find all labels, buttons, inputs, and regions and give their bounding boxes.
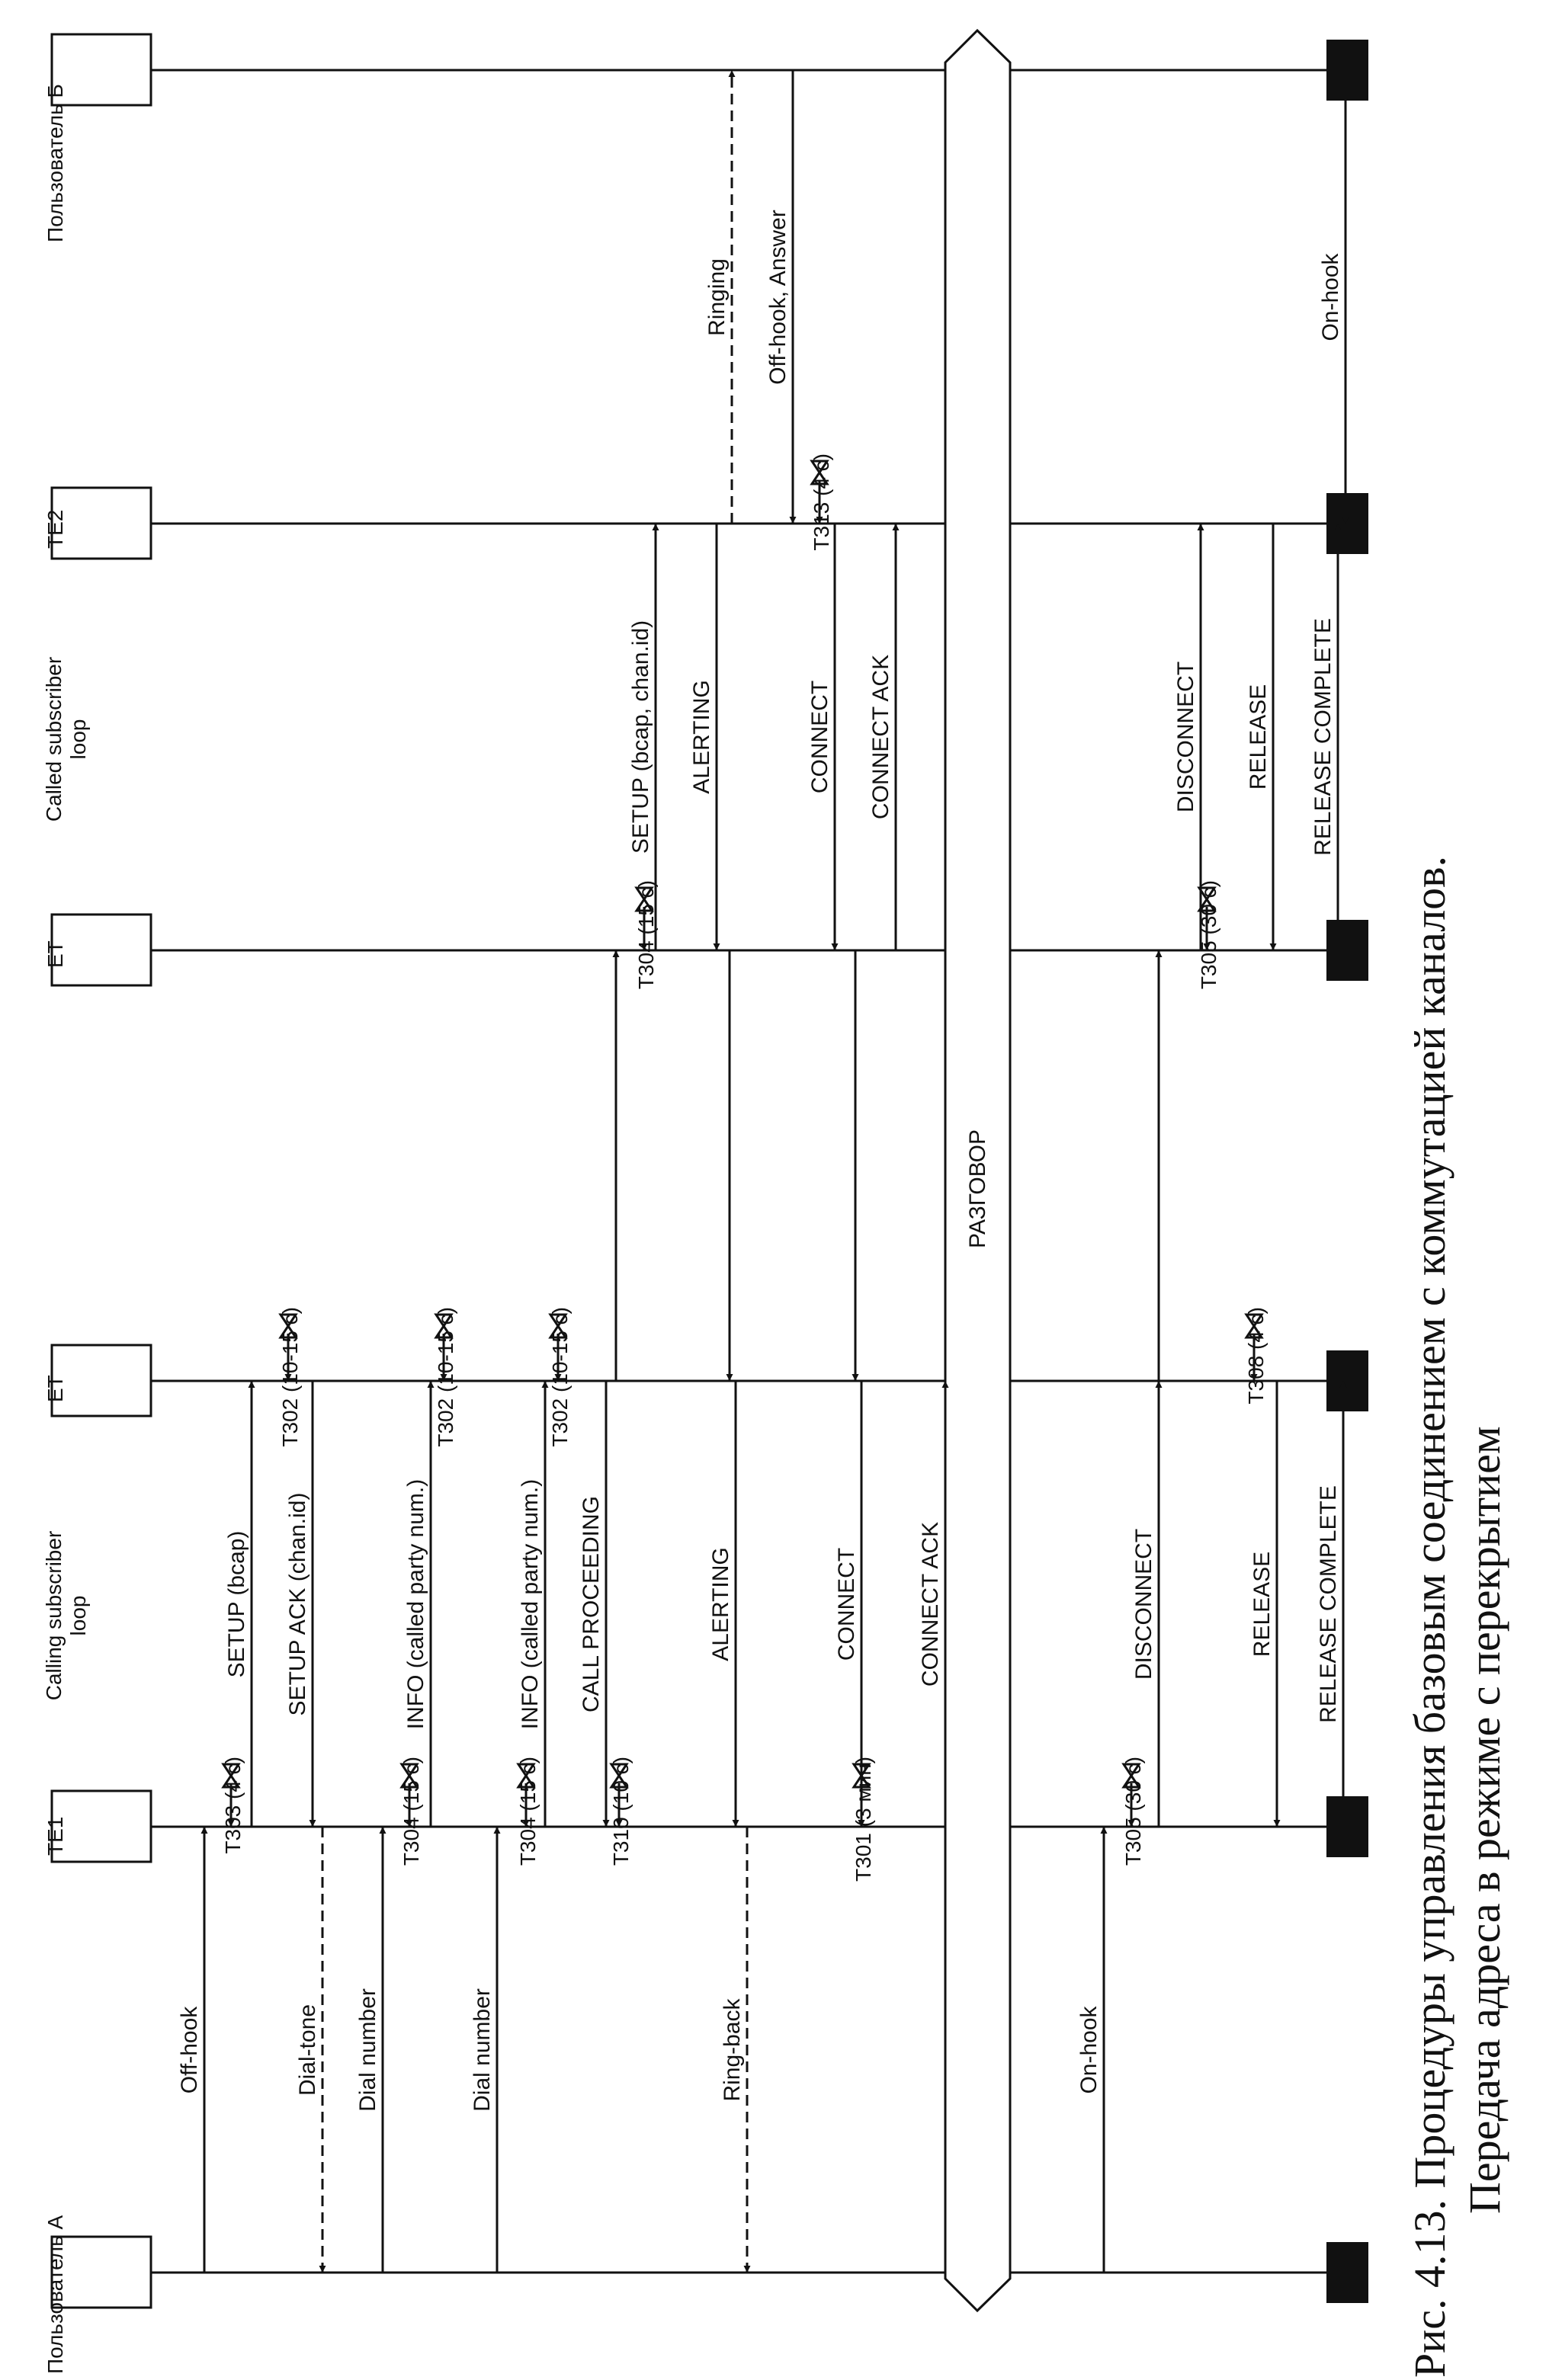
calling-loop-line2: loop <box>66 1595 90 1636</box>
msg-dial-number-2: Dial number <box>470 1988 495 2112</box>
timer-label-t302-a: T302 (10-15 c) <box>278 1307 302 1447</box>
msg-setup-ack: SETUP ACK (chan.id) <box>285 1492 310 1716</box>
msg-on-hook-b: On-hook <box>1318 253 1343 341</box>
label-te1: TE1 <box>43 1816 67 1856</box>
timer-arrows <box>231 480 1254 1827</box>
end-bar-user-b <box>1326 40 1368 101</box>
lifelines <box>151 70 1368 2273</box>
msg-off-hook-a: Off-hook <box>177 2006 202 2094</box>
msg-alerting-2: ALERTING <box>689 680 714 794</box>
label-et1: ET <box>43 1375 67 1402</box>
entity-boxes <box>52 34 151 2308</box>
msg-info-1: INFO (called party num.) <box>403 1478 428 1730</box>
calling-loop-line1: Calling subscriber <box>42 1530 66 1701</box>
caption-line-2: Передача адреса в режиме с перекрытием <box>1460 1426 1509 2214</box>
called-loop-line1: Called subscriber <box>42 656 66 822</box>
conversation-label: РАЗГОВОР <box>965 1129 990 1249</box>
end-bar-et2 <box>1326 920 1368 981</box>
timer-labels <box>221 453 1268 1882</box>
msg-release-complete-2: RELEASE COMPLETE <box>1310 618 1336 856</box>
msg-disconnect-1: DISCONNECT <box>1131 1528 1156 1680</box>
msg-info-2: INFO (called party num.) <box>518 1478 543 1730</box>
loop-labels <box>42 657 90 1700</box>
called-loop-line2: loop <box>66 719 90 760</box>
msg-call-proceeding: CALL PROCEEDING <box>579 1496 604 1712</box>
message-arrows <box>204 70 1346 2273</box>
entity-labels <box>43 84 67 2374</box>
msg-connect-1: CONNECT <box>834 1547 859 1661</box>
terminal-bars <box>1326 40 1368 2303</box>
msg-disconnect-2: DISCONNECT <box>1173 661 1198 813</box>
msg-alerting-1: ALERTING <box>708 1547 733 1661</box>
msg-setup-bcap-chan: SETUP (bcap, chan.id) <box>628 620 653 854</box>
timer-label-t303: T303 (4 c) <box>221 1757 245 1854</box>
timer-label-t304-b: T304 (15 c) <box>516 1757 540 1866</box>
timer-label-t308: T308 (4 c) <box>1244 1307 1268 1405</box>
msg-setup-bcap: SETUP (bcap) <box>224 1530 249 1678</box>
timer-label-t305-a: T305 (30 c) <box>1121 1757 1145 1866</box>
end-bar-et1 <box>1326 1350 1368 1411</box>
conversation-bar <box>945 30 1010 2311</box>
timer-label-t304-a: T304 (15 c) <box>399 1757 423 1866</box>
figure-caption <box>1403 856 1512 2378</box>
timer-label-t313: T313 (4 c) <box>810 453 833 551</box>
msg-dial-tone: Dial-tone <box>295 2004 320 2097</box>
msg-release-2: RELEASE <box>1246 684 1271 790</box>
timer-label-t301: T301 (3 мин) <box>852 1757 875 1882</box>
msg-connect-ack-1: CONNECT ACK <box>918 1521 943 1687</box>
end-bar-te2 <box>1326 493 1368 554</box>
end-bar-te1 <box>1326 1796 1368 1857</box>
timer-symbols <box>223 461 1262 1787</box>
msg-off-hook-answer: Off-hook, Answer <box>765 210 791 385</box>
msg-ring-back: Ring-back <box>720 1998 745 2102</box>
label-user-b: Пользователь Б <box>43 84 67 242</box>
timer-label-t310: T310 (10 c) <box>609 1757 633 1866</box>
timer-label-t302-b: T302 (10-15 c) <box>434 1307 457 1447</box>
msg-release-1: RELEASE <box>1249 1551 1275 1658</box>
msg-connect-2: CONNECT <box>807 680 832 794</box>
msg-ringing: Ringing <box>704 258 730 336</box>
label-et2: ET <box>43 940 67 968</box>
msg-connect-ack-2: CONNECT ACK <box>868 654 893 820</box>
timer-label-t302-c: T302 (10-15 c) <box>548 1307 572 1447</box>
label-user-a: Пользователь А <box>43 2215 67 2374</box>
timer-label-t304-et: T304 (15 c) <box>634 880 658 990</box>
end-bar-user-a <box>1326 2242 1368 2303</box>
msg-release-complete-1: RELEASE COMPLETE <box>1316 1485 1341 1723</box>
caption-line-1: Рис. 4.13. Процедуры управления базовым соединением с коммутацией каналов. <box>1405 855 1455 2378</box>
msg-dial-number-1: Dial number <box>355 1988 380 2112</box>
label-te2: TE2 <box>43 509 67 549</box>
msg-on-hook-a: On-hook <box>1076 2006 1102 2094</box>
timer-label-t305-et: T305 (30 c) <box>1197 880 1220 990</box>
